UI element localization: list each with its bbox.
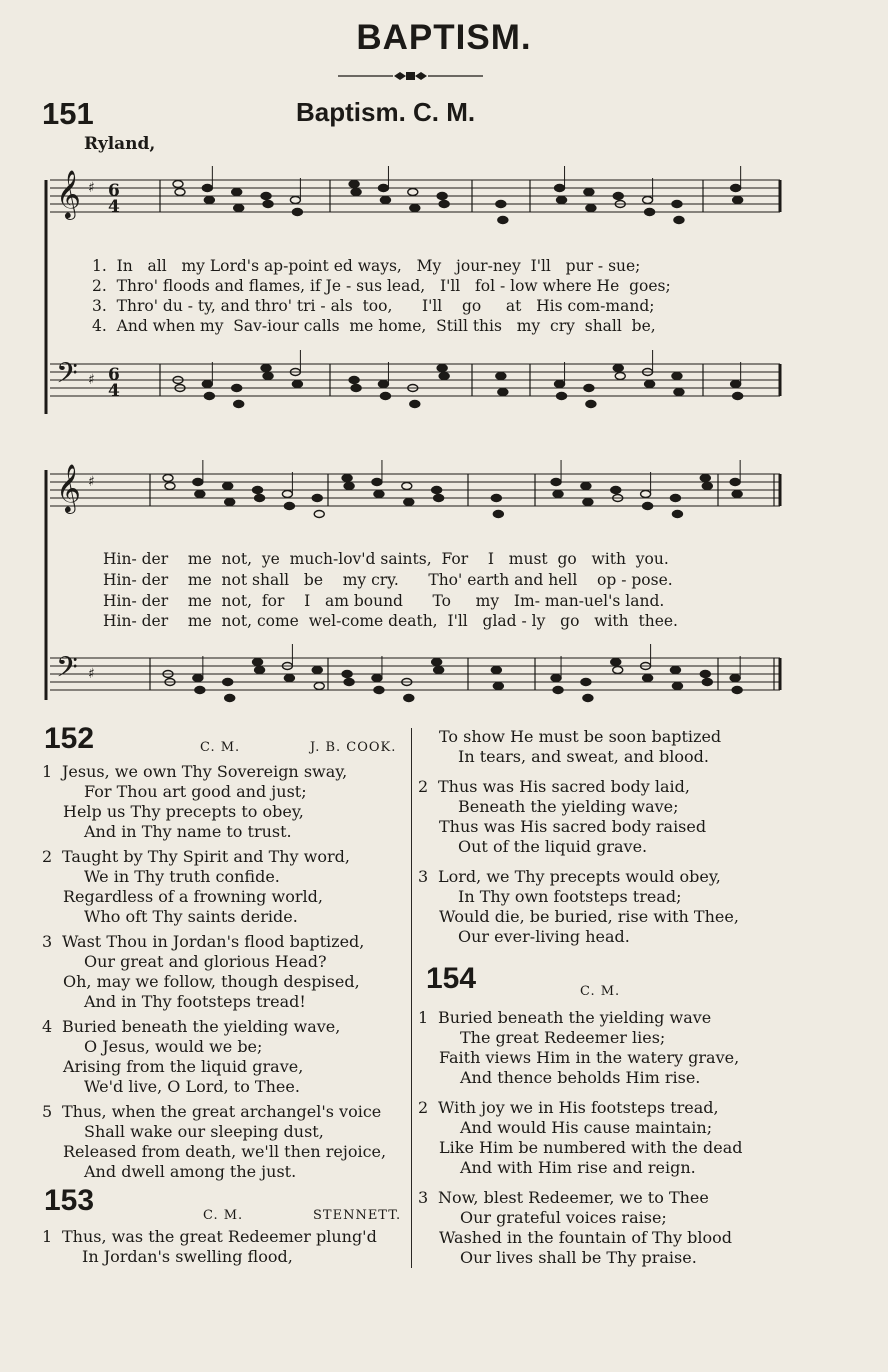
note-head <box>351 385 361 392</box>
hymn-line: Jesus, we own Thy Sovereign sway, <box>62 762 348 781</box>
treble-clef: 𝄞 <box>56 169 81 218</box>
hymn-number-153: 153 <box>44 1184 95 1217</box>
note-head <box>432 487 442 494</box>
note-head <box>410 401 420 408</box>
note-head <box>672 683 682 690</box>
note-head <box>312 667 322 674</box>
hymn-line: Beneath the yielding wave; <box>458 797 679 816</box>
note-head <box>643 675 653 682</box>
hymn-line: Thus was His sacred body raised <box>439 817 707 836</box>
note-head <box>496 373 506 380</box>
note-head <box>344 679 354 686</box>
verse-number: 1 <box>42 1227 53 1246</box>
hymn-line: And in Thy footsteps tread! <box>84 992 306 1011</box>
note-head <box>613 667 623 674</box>
note-head <box>437 365 447 372</box>
note-head <box>645 209 655 216</box>
verse-number: 4 <box>42 1017 53 1036</box>
note-head <box>204 197 214 204</box>
note-head <box>613 193 623 200</box>
note-head <box>314 683 324 690</box>
hymn-line: Arising from the liquid grave, <box>63 1057 304 1076</box>
hymn-line: Regardless of a frowning world, <box>63 887 323 906</box>
key-signature: ♯ <box>88 372 95 388</box>
note-head <box>312 495 322 502</box>
note-head <box>434 495 444 502</box>
note-head <box>380 393 390 400</box>
verse-number: 2 <box>42 847 53 866</box>
note-head <box>581 483 591 490</box>
hymn-line: And dwell among the just. <box>84 1162 297 1181</box>
note-head <box>672 373 682 380</box>
note-head <box>586 205 596 212</box>
verse-number: 1 <box>42 762 53 781</box>
note-head <box>404 499 414 506</box>
note-head <box>730 479 740 486</box>
note-head <box>439 201 449 208</box>
hymn-line: And thence beholds Him rise. <box>460 1068 701 1087</box>
note-head <box>732 491 742 498</box>
hymn-line: Thus was His sacred body laid, <box>438 777 690 796</box>
hymn-line: Shall wake our sleeping dust, <box>84 1122 324 1141</box>
note-head <box>498 389 508 396</box>
hymn-line: Washed in the fountain of Thy blood <box>439 1228 732 1247</box>
note-head <box>342 475 352 482</box>
note-head <box>351 189 361 196</box>
note-head <box>491 667 501 674</box>
hymn-line: With joy we in His footsteps tread, <box>438 1098 719 1117</box>
note-head <box>202 185 212 192</box>
note-head <box>641 491 651 498</box>
note-head <box>731 185 741 192</box>
hymn-author: STENNETT. <box>313 1208 402 1223</box>
note-head <box>175 189 185 196</box>
note-head <box>437 193 447 200</box>
note-head <box>225 695 235 702</box>
hymn-line: Would die, be buried, rise with Thee, <box>439 907 739 926</box>
note-head <box>670 667 680 674</box>
note-head <box>374 491 384 498</box>
note-head <box>234 401 244 408</box>
note-head <box>234 205 244 212</box>
note-head <box>583 695 593 702</box>
note-head <box>202 381 212 388</box>
hymn-meter: C. M. <box>203 1208 244 1223</box>
hymn-152-text <box>42 762 412 1182</box>
note-head <box>349 377 359 384</box>
note-head <box>223 679 233 686</box>
hymn-line: And with Him rise and reign. <box>460 1158 696 1177</box>
note-head <box>496 201 506 208</box>
note-head <box>584 385 594 392</box>
note-head <box>583 499 593 506</box>
note-head <box>193 675 203 682</box>
hymn-line: Our great and glorious Head? <box>84 952 327 971</box>
verse-number: 3 <box>418 1188 429 1207</box>
note-head <box>372 479 382 486</box>
note-head <box>439 373 449 380</box>
hymn-line: Wast Thou in Jordan's flood baptized, <box>62 932 365 951</box>
hymn-line: O Jesus, would we be; <box>84 1037 263 1056</box>
note-head <box>557 197 567 204</box>
note-head <box>282 491 292 498</box>
note-head <box>611 659 621 666</box>
hymn-meter: C. M. <box>200 740 241 755</box>
note-head <box>586 401 596 408</box>
note-head <box>491 495 501 502</box>
note-head <box>557 393 567 400</box>
hymn-line: Like Him be numbered with the dead <box>439 1138 743 1157</box>
note-head <box>733 197 743 204</box>
note-head <box>263 201 273 208</box>
note-head <box>730 675 740 682</box>
page-title: BAPTISM. <box>356 18 532 57</box>
time-signature: 4 <box>108 197 120 217</box>
verse-number: 3 <box>42 932 53 951</box>
lyric-line: 2. Thro' floods and flames, if Je - sus lead, I'll fol - low where He goes; <box>92 277 671 295</box>
note-head <box>292 209 302 216</box>
hymn-line: Faith views Him in the watery grave, <box>439 1048 740 1067</box>
verse-number: 1 <box>418 1008 429 1027</box>
hymn-number-151: 151 <box>42 96 94 131</box>
note-head <box>263 373 273 380</box>
hymn-line: Thus, when the great archangel's voice <box>62 1102 382 1121</box>
note-head <box>493 683 503 690</box>
note-head <box>733 393 743 400</box>
note-head <box>493 511 503 518</box>
hymn-line: To show He must be soon baptized <box>439 727 722 746</box>
note-head <box>643 197 653 204</box>
hymn-line: Buried beneath the yielding wave <box>438 1008 712 1027</box>
note-head <box>378 381 388 388</box>
note-head <box>292 381 302 388</box>
lyric-line: Hin- der me not shall be my cry. Tho' earth and hell op - pose. <box>103 571 673 589</box>
note-head <box>702 483 712 490</box>
note-head <box>261 193 271 200</box>
note-head <box>163 475 173 482</box>
note-head <box>498 217 508 224</box>
hymn-line: Taught by Thy Spirit and Thy word, <box>62 847 350 866</box>
hymn-line: For Thou art good and just; <box>84 782 307 801</box>
note-head <box>402 483 412 490</box>
note-head <box>225 499 235 506</box>
note-head <box>232 189 242 196</box>
lyric-line: Hin- der me not, for I am bound To my Im- man-uel's land. <box>103 592 665 610</box>
hymn-line: Now, blest Redeemer, we to Thee <box>438 1188 709 1207</box>
note-head <box>670 495 680 502</box>
note-head <box>374 687 384 694</box>
hymn-153-text-cont <box>418 727 886 947</box>
note-head <box>584 189 594 196</box>
note-head <box>223 483 233 490</box>
note-head <box>702 679 712 686</box>
hymn-line: In tears, and sweat, and blood. <box>458 747 709 766</box>
note-head <box>555 381 565 388</box>
lyric-line: Hin- der me not, come wel-come death, I'll glad - ly go with thee. <box>103 612 678 630</box>
note-head <box>253 487 263 494</box>
key-signature: ♯ <box>88 474 95 490</box>
note-head <box>551 675 561 682</box>
key-signature: ♯ <box>88 180 95 196</box>
note-head <box>700 671 710 678</box>
tune-title: Baptism. C. M. <box>296 97 476 127</box>
note-head <box>408 189 418 196</box>
lyric-line: 1. In all my Lord's ap-point ed ways, My jour-ney I'll pur - sue; <box>92 257 641 275</box>
verse-number: 2 <box>418 1098 429 1117</box>
time-signature: 6 <box>108 365 120 385</box>
note-head <box>581 679 591 686</box>
note-head <box>732 687 742 694</box>
note-head <box>284 675 294 682</box>
hymn-line: In Jordan's swelling flood, <box>82 1247 293 1266</box>
hymn-line: Our ever-living head. <box>458 927 630 946</box>
hymn-line: Help us Thy precepts to obey, <box>63 802 304 821</box>
note-head <box>404 695 414 702</box>
note-head <box>553 491 563 498</box>
hymn-line: Oh, may we follow, though despised, <box>63 972 360 991</box>
hymn-number-154: 154 <box>426 962 477 995</box>
hymn-author: J. B. COOK. <box>310 740 397 755</box>
lyric-line: Hin- der me not, ye much-lov'd saints, For I must go with you. <box>103 550 669 568</box>
treble-clef: 𝄞 <box>56 463 81 512</box>
note-head <box>674 217 684 224</box>
hymn-line: Who oft Thy saints deride. <box>84 907 298 926</box>
note-head <box>555 185 565 192</box>
note-head <box>261 365 271 372</box>
hymn-line: Thus, was the great Redeemer plung'd <box>62 1227 377 1246</box>
note-head <box>195 687 205 694</box>
hymn-154-text <box>418 1008 886 1268</box>
hymn-meter: C. M. <box>580 984 621 999</box>
hymn-line: Our lives shall be Thy praise. <box>460 1248 697 1267</box>
note-head <box>432 659 442 666</box>
key-signature: ♯ <box>88 666 95 682</box>
bass-clef: 𝄢 <box>56 651 78 691</box>
note-head <box>700 475 710 482</box>
hymn-line: Buried beneath the yielding wave, <box>62 1017 341 1036</box>
note-head <box>672 201 682 208</box>
time-signature: 4 <box>108 381 120 401</box>
verse-number: 5 <box>42 1102 53 1121</box>
note-head <box>551 479 561 486</box>
note-head <box>615 373 625 380</box>
note-head <box>645 381 655 388</box>
hymn-line: And would His cause maintain; <box>460 1118 713 1137</box>
note-head <box>290 197 300 204</box>
note-head <box>643 503 653 510</box>
note-head <box>372 675 382 682</box>
bass-clef: 𝄢 <box>56 357 78 397</box>
note-head <box>284 503 294 510</box>
note-head <box>672 511 682 518</box>
note-head <box>378 185 388 192</box>
note-head <box>193 479 203 486</box>
note-head <box>195 491 205 498</box>
note-head <box>674 389 684 396</box>
hymn-line: Out of the liquid grave. <box>458 837 648 856</box>
note-head <box>349 181 359 188</box>
note-head <box>255 667 265 674</box>
note-head <box>232 385 242 392</box>
lyric-line: 3. Thro' du - ty, and thro' tri - als too, I'll go at His com-mand; <box>92 297 655 315</box>
note-head <box>434 667 444 674</box>
hymn-line: And in Thy name to trust. <box>84 822 292 841</box>
hymn-line: The great Redeemer lies; <box>460 1028 666 1047</box>
note-head <box>173 181 183 188</box>
lyric-line: 4. And when my Sav-iour calls me home, Still this my cry shall be, <box>92 317 656 335</box>
hymn-153-text-start <box>42 1227 412 1267</box>
time-signature: 6 <box>108 181 120 201</box>
hymn-line: Our grateful voices raise; <box>460 1208 667 1227</box>
hymn-line: Released from death, we'll then rejoice, <box>63 1142 387 1161</box>
note-head <box>165 483 175 490</box>
note-head <box>344 483 354 490</box>
hymn-line: We in Thy truth confide. <box>84 867 280 886</box>
note-head <box>553 687 563 694</box>
note-head <box>611 487 621 494</box>
verse-number: 2 <box>418 777 429 796</box>
note-head <box>253 659 263 666</box>
note-head <box>204 393 214 400</box>
note-head <box>613 365 623 372</box>
composer: Ryland, <box>84 134 156 154</box>
note-head <box>255 495 265 502</box>
verse-number: 3 <box>418 867 429 886</box>
note-head <box>410 205 420 212</box>
hymn-line: In Thy own footsteps tread; <box>458 887 682 906</box>
note-head <box>342 671 352 678</box>
note-head <box>314 511 324 518</box>
hymn-line: Lord, we Thy precepts would obey, <box>438 867 721 886</box>
note-head <box>731 381 741 388</box>
hymn-number-152: 152 <box>44 722 95 755</box>
note-head <box>380 197 390 204</box>
hymn-line: We'd live, O Lord, to Thee. <box>84 1077 300 1096</box>
